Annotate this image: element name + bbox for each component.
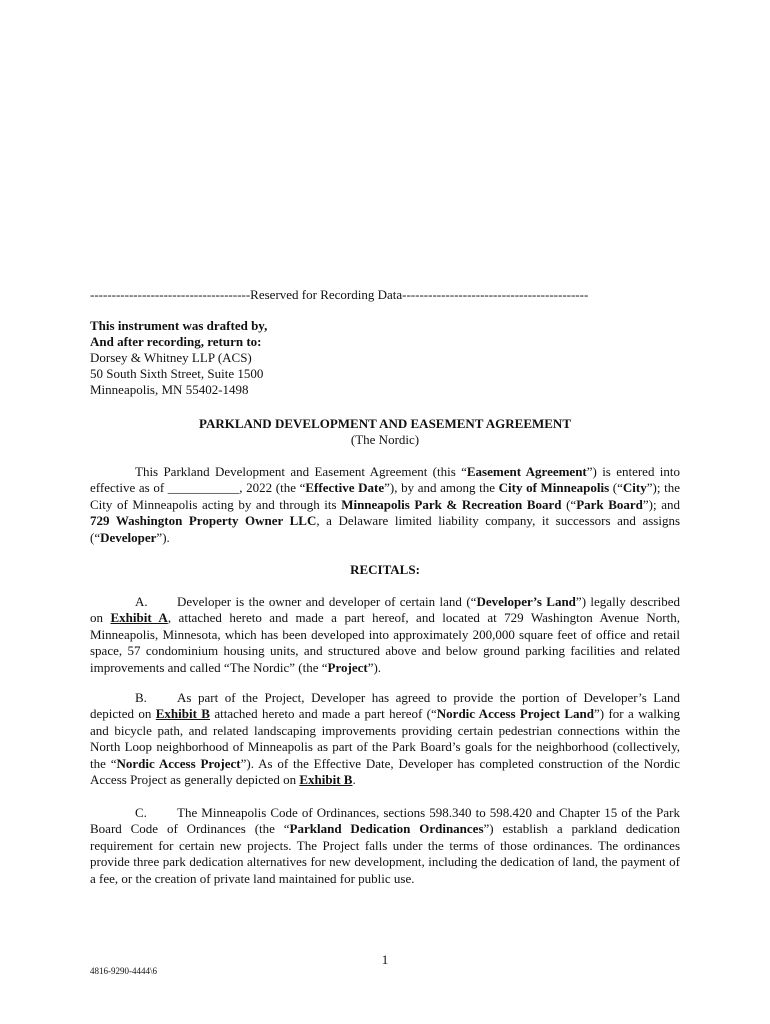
drafter-line-2: And after recording, return to:: [90, 334, 262, 349]
drafter-city: Minneapolis, MN 55402-1498: [90, 382, 249, 397]
recital-a: A. Developer is the owner and developer of certain land (“Developer’s Land”) legally described on Exhibit A, attached hereto and made a part hereof, and located at 729 Washington Avenue North, Minneapolis, Minnesota, which has been developed into approximately 200,000 square feet of office and retail space, 57 condominium housing units, and structured above and below ground parking facilities and related improvements and called “The Nordic” (the “Project”).: [90, 594, 680, 675]
drafter-firm: Dorsey & Whitney LLP (ACS): [90, 350, 252, 365]
exhibit-b-reference-2: Exhibit B: [299, 772, 353, 788]
page-number: 1: [381, 952, 389, 967]
document-title: PARKLAND DEVELOPMENT AND EASEMENT AGREEMENT: [199, 416, 571, 431]
recital-c: C. The Minneapolis Code of Ordinances, sections 598.340 to 598.420 and Chapter 15 of the Park Board Code of Ordinances (the “Parkland Dedication Ordinances”) establish a parkland dedication requirement for certain new projects. The Project falls under the terms of those ordinances. The ordinances provide three park dedication alternatives for new development, including the dedication of land, the payment of a fee, or the creation of private land maintained for public use.: [90, 805, 680, 886]
recital-a-label: A.: [135, 594, 148, 609]
exhibit-a-reference: Exhibit A: [110, 610, 168, 626]
exhibit-b-reference: Exhibit B: [155, 706, 210, 722]
drafter-line-1: This instrument was drafted by,: [90, 318, 268, 333]
recital-b: B. As part of the Project, Developer has agreed to provide the portion of Developer’s Land depicted on Exhibit B attached hereto and made a part hereof (“Nordic Access Project Land”) for a walking and bicycle path, and related landscaping improvements providing certain pedestrian connections within the North Loop neighborhood of Minneapolis as part of the Park Board’s goals for the neighborhood (collectively, the “Nordic Access Project”). As of the Effective Date, Developer has completed construction of the Nordic Access Project as generally depicted on Exhibit B.: [90, 690, 681, 788]
document-subtitle: (The Nordic): [350, 432, 420, 447]
recording-data-line: -------------------------------------Reserved for Recording Data-------------------------------------------: [90, 287, 589, 302]
recital-b-label: B.: [135, 690, 147, 705]
recital-c-label: C.: [135, 805, 147, 820]
intro-paragraph: This Parkland Development and Easement Agreement (this “Easement Agreement”) is entered into effective as of ___________, 2022 (the “Effective Date”), by and among the City of Minneapolis (“City”); the City of Minneapolis acting by and through its Minneapolis Park & Recreation Board (“Park Board”); and 729 Washington Property Owner LLC, a Delaware limited liability company, it successors and assigns (“Developer”).: [90, 464, 681, 545]
recitals-heading: RECITALS:: [350, 562, 420, 577]
drafter-street: 50 South Sixth Street, Suite 1500: [90, 366, 264, 381]
document-id: 4816-9290-4444\6: [90, 966, 157, 976]
